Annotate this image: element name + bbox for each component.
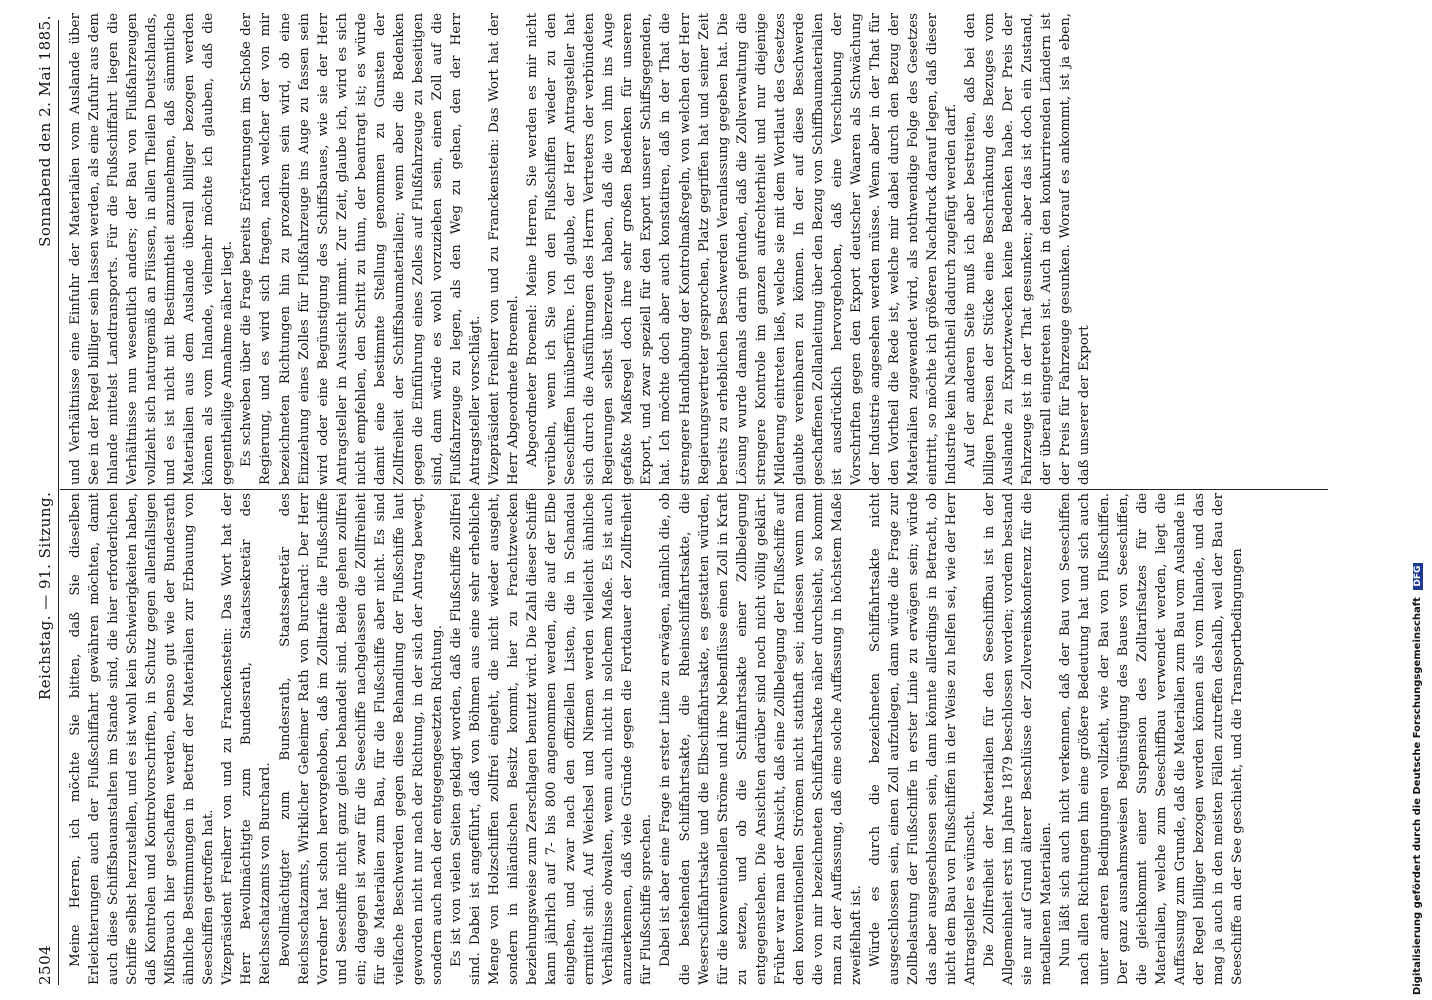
- running-title: Reichstag. — 91. Sitzung.: [36, 491, 54, 701]
- header-rule: [58, 20, 59, 985]
- dfg-credit: [1412, 563, 1423, 995]
- paragraph: Nun läßt sich auch nicht verkennen, daß der Bau von Seeschiffen nach allen Richtungen hin eine größere Bedeutung hat und sich auch unter anderen Bedingungen vollzieht, wie der Bau von Flußschiffen. Der ganz ausnahmsweisen Begünstigung des Baues von Seeschiffen, die gleichkommt einer Suspension des Zolltarifsatzes für die Materialien, welche zum Seeschiffbau verwendet werden, liegt die Auffassung zum Grunde, daß die Materialien zum Bau vom Auslande in der Regel billiger bezogen werden können als vom Inlande, und das mag ja auch in den meisten Fällen zutreffen deshalb, weil der Bau der Seeschiffe an der See geschieht, und die Transportbedingungen: [1058, 493, 1245, 985]
- paragraph: Abgeordneter Broemel: Meine Herren, Sie werden es mir nicht verübeln, wenn ich Sie von den Flußschiffen wieder zu den Seeschiffen hinüberführe. Ich glaube, der Herr Antragsteller hat sich durch die Ausführungen des Herrn Vertreters der verbündeten Regierungen selbst überzeugt haben, daß die von ihm ins Auge gefaßte Maßregel doch ihre sehr großen Bedenken für unseren Export, und zwar speziell für den Export unserer Schiffsgegenden, hat. Ich möchte doch aber auch konstatiren, daß in der That die strengere Handhabung der Kontrolmaßregeln, von welchen der Herr Regierungsvertreter gesprochen, Platz gegriffen hat und seiner Zeit bereits zu erheblichen Beschwerden Veranlassung gegeben hat. Die Lösung wurde damals darin gefunden, daß die Zollverwaltung die strengere Kontrole im ganzen aufrechterhielt und nur diejenige Milderung eintreten ließ, welche sie mit dem Wortlaut des Gesetzes glaubte vereinbaren zu können. In der auf diese Beschwerde geschaffenen Zollanleitung über den Bezug von Schiffbaumaterialien ist ausdrücklich hervorgehoben, daß eine Verschiebung der Vorschriften gegen den Export deutscher Waaren als Schwächung der Industrie angesehen werden müsse. Wenn aber in der That für den Vortheil die Rede ist, welche mir dabei durch den Bezug der Materialien zugewendet wird, als nothwendige Folge des Gesetzes eintritt, so möchte ich größeren Nachdruck darauf legen, daß dieser Industrie kein Nachtheil dadurch zugefügt werden darf.: [525, 13, 960, 485]
- text-column-right: [66, 13, 1328, 485]
- paragraph: Würde es durch die bezeichneten Schiffahrtsakte nicht ausgeschlossen sein, einen Zoll aufzulegen, dann würde die Frage zur Zollbelastung der Flußschiffe in erster Linie zu erwägen sein; würde das aber ausgeschlossen sein, dann könnte allerdings in Betracht, ob nicht dem Bau von Flußschiffen in der Weise zu helfen sei, wie der Herr Antragsteller es wünscht.: [867, 493, 979, 985]
- paragraph: Bevollmächtigter zum Bundesrath, Staatssekretär des Reichsschatzamts, Wirklicher Geheimer Rath von Burchard: Der Herr Vorredner hat schon hervorgehoben, daß im Zolltarife die Flußschiffe und Seeschiffe nicht ganz gleich behandelt sind. Beide gehen zollfrei ein; dagegen ist zwar für die Seeschiffe nachgelassen die Zollfreiheit für die Materialien zum Bau, für die Flußschiffe aber nicht. Es sind vielfache Beschwerden gegen diese Behandlung der Flußschiffe laut geworden nicht nur nach der Richtung, in der sich der Antrag bewegt, sondern auch nach der entgegengesetzten Richtung.: [277, 493, 445, 985]
- paragraph: Dabei ist aber eine Frage in erster Linie zu erwägen, nämlich die, ob die bestehenden Schiffahrtsakte, die Rheinschiffahrtsakte, die Weserschiffahrtsakte und die Elbschiffahrtsakte, es gestatten würden, für die konventionellen Ströme und ihre Nebenflüsse einen Zoll in Kraft zu setzen, und ob die Schiffahrtsakte einer Zollbelegung entgegenstehen. Die Ansichten darüber sind noch nicht völlig geklärt. Früher war man der Ansicht, daß eine Zollbelegung der Flußschiffe auf den konventionellen Strömen nicht statthaft sei; indessen wenn man die von mir bezeichneten Schiffahrtsakte näher durchsieht, so kommt man zu der Auffassung, daß eine solche Auffassung in höchstem Maße zweifelhaft ist.: [658, 493, 864, 985]
- paragraph: Auf der anderen Seite muß ich aber bestreiten, daß bei den billigen Preisen der Stücke eine Beschränkung des Bezuges vom Auslande zu Exportzwecken keine Bedenken habe. Der Preis der Fahrzeuge ist in der That gesunken; aber das ist doch ein Zustand, der überall eingetreten ist. Auch in den konkurrirenden Ländern ist der Preis für Fahrzeuge gesunken. Worauf es ankommt, ist ja eben, daß unserer der Export: [963, 13, 1093, 485]
- paragraph: Die Zollfreiheit der Materialien für den Seeschiffbau ist in der Allgemeinheit erst im Jahre 1879 beschlossen worden; vordem bestand sie nur auf Grund älterer Beschlüsse der Zollvereinskonferenz für die metallenen Materialien.: [982, 493, 1055, 985]
- paragraph: und Verhältnisse eine Einfuhr der Materialien vom Auslande über See in der Regel billiger sein lassen werden, als eine Zufuhr aus dem Inlande mittelst Landtransports. Für die Flußschiffahrt liegen die Verhältnisse nun wesentlich anders; der Bau von Flußfahrzeugen vollzieht sich naturgemäß an Flüssen, in allen Theilen Deutschlands, und es ist nicht mit Bestimmtheit anzunehmen, daß sämmtliche Materialien aus dem Auslande überall billiger bezogen werden können als vom Inlande, vielmehr möchte ich glauben, daß die gegentheilige Annahme näher liegt.: [68, 13, 236, 485]
- paragraph: Vizepräsident Freiherr von und zu Franckenstein: Das Wort hat der Herr Abgeordnete Broemel.: [487, 13, 522, 485]
- paragraph: Es schweben über die Frage bereits Erörterungen im Schoße der Regierung, und es wird sich fragen, nach welcher der von mir bezeichneten Richtungen hin zu prozediren sein wird, ob eine Einziehung eines Zolles für Flußfahrzeuge ins Auge zu fassen sein wird oder eine Begünstigung des Schiffsbaues, wie sie der Herr Antragsteller in Aussicht nimmt. Zur Zeit, glaube ich, wird es sich nicht empfehlen, den Schritt zu thun, der beantragt ist; es würde damit eine bestimmte Stellung genommen zu Gunsten der Zollfreiheit der Schiffsbaumaterialien; wenn aber die Bedenken gegen die Einführung eines Zolles auf Flußfahrzeuge zu beseitigen sind, dann würde es wohl vorzuziehen sein, einen Zoll auf die Flußfahrzeuge zu legen, als den Weg zu gehen, den der Herr Antragsteller vorschlägt.: [239, 13, 483, 485]
- column-divider: [60, 489, 1328, 490]
- text-column-left: [66, 493, 1245, 985]
- running-header: [36, 15, 54, 985]
- dfg-credit-text: Digitalisierung gefördert durch die Deutsche Forschungsgemeinschaft: [1412, 597, 1423, 995]
- paragraph: Es ist von vielen Seiten geklagt worden, daß die Flußschiffe zollfrei sind. Dabei ist angeführt, daß von Böhmen aus eine sehr erhebliche Menge von Holzschiffen zollfrei eingeht, die nicht wieder ausgeht, sondern in inländischen Besitz kommt, hier zu Frachtzwecken beziehungsweise zum Zerschlagen benutzt wird. Die Zahl dieser Schiffe kann jährlich auf 7- bis 800 angenommen werden, die auf der Elbe eingehen, und zwar nach den offiziellen Listen, die in Schandau ermittelt sind. Auf Weichsel und Niemen werden vielleicht ähnliche Verhältnisse obwalten, wenn auch nicht in solchem Maße. Es ist auch anzuerkennen, daß viele Gründe gegen die Fortdauer der Zollfreiheit für Flußschiffe sprechen.: [448, 493, 655, 985]
- dfg-logo-badge: DFG: [1413, 563, 1423, 590]
- paragraph: Meine Herren, ich möchte Sie bitten, daß Sie dieselben Erleichterungen auch der Flußschiffahrt gewähren möchten, damit auch diese Schiffsbauanstalten im Stande sind, die hier erforderlichen Schiffe selbst herzustellen, und es ist wohl kein Schwierigkeiten haben, daß Kontrolen und Kontrolvorschriften, in Schutz gegen allenfallsigen Mißbrauch hier geschaffen werden, ebenso gut wie der Bundesrath ähnliche Bestimmungen in Betreff der Materialien zur Erbauung von Seeschiffen getroffen hat.: [68, 493, 217, 985]
- paragraph: Vizepräsident Freiherr von und zu Franckenstein: Das Wort hat der Herr Bevollmächtigte zum Bundesrath, Staatssekretär des Reichsschatzamts von Burchard.: [220, 493, 274, 985]
- page-number: 2504: [36, 944, 54, 985]
- issue-date: Sonnabend den 2. Mai 1885.: [36, 15, 54, 247]
